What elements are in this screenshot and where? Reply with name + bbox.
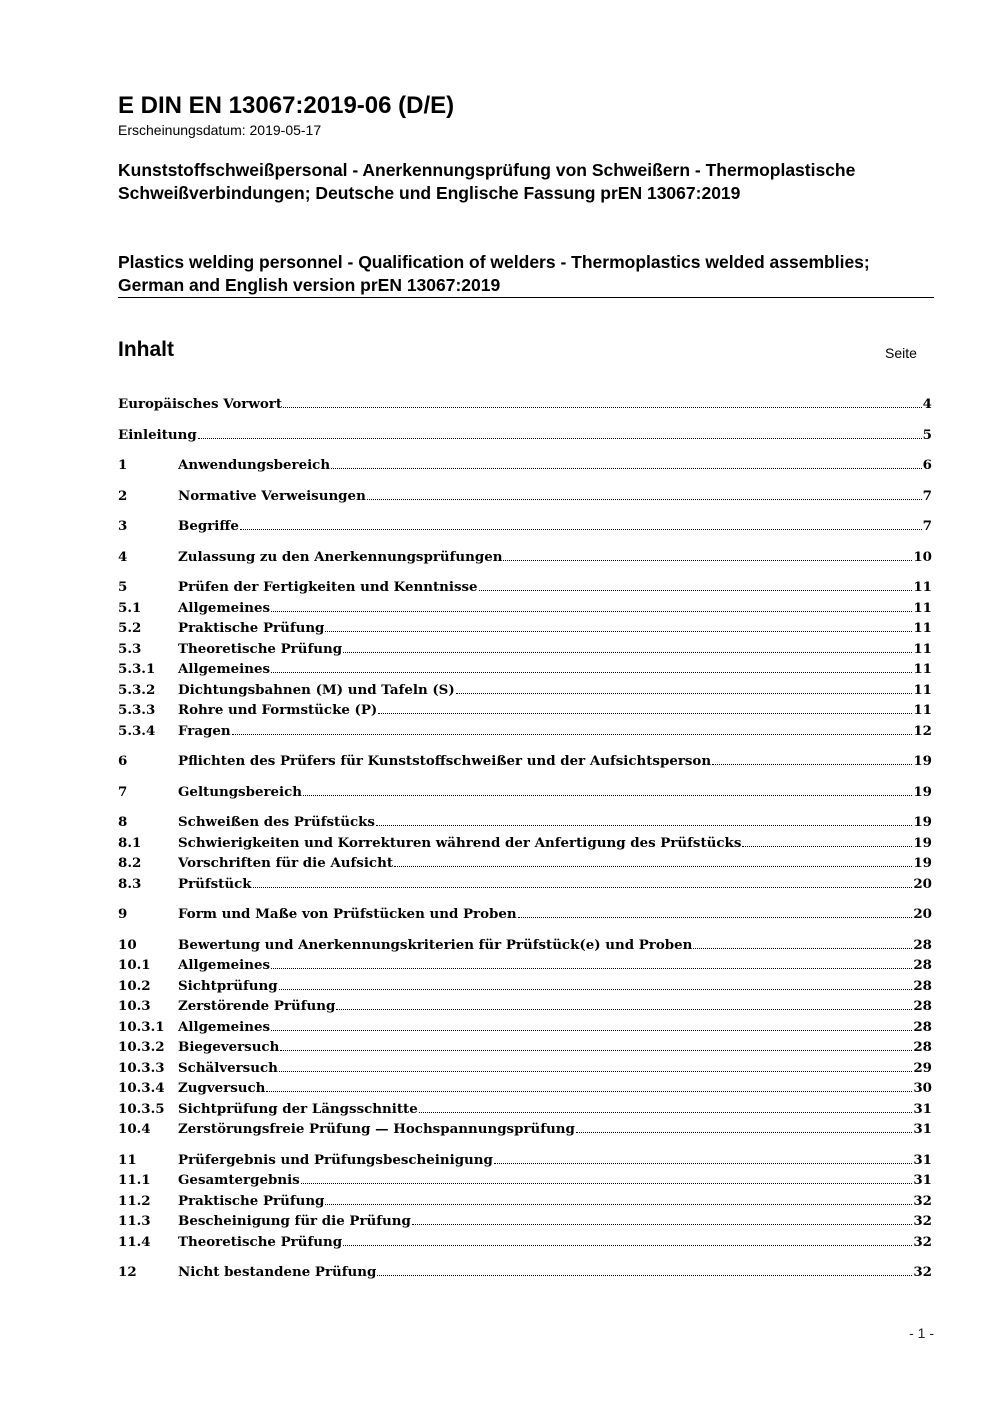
toc-entry[interactable]	[118, 1150, 932, 1171]
toc-entry-page: 32	[913, 1264, 932, 1280]
title-german: Kunststoffschweißpersonal - Anerkennungsprüfung von Schweißern - Thermoplastische Schweißverbindungen; Deutsche und Englische Fassung prEN 13067:2019	[118, 160, 856, 203]
toc-entry[interactable]	[118, 1099, 932, 1120]
toc-entry-page: 11	[913, 640, 932, 657]
toc-dot-leader	[712, 763, 912, 765]
toc-dot-leader	[232, 733, 913, 735]
toc-entry[interactable]	[118, 976, 932, 997]
toc-dot-leader	[343, 1244, 912, 1246]
toc-entry[interactable]	[118, 935, 932, 956]
toc-entry-title: Begriffe	[178, 518, 239, 534]
toc-entry[interactable]	[118, 425, 932, 446]
toc-entry-number: 5.1	[118, 599, 142, 616]
toc-entry-page: 11	[913, 681, 932, 698]
toc-dot-leader	[412, 1223, 913, 1225]
toc-entry[interactable]	[118, 516, 932, 537]
toc-dot-leader	[253, 886, 913, 888]
toc-entry-number: 8.3	[118, 875, 142, 892]
toc-entry[interactable]	[118, 874, 932, 895]
toc-entry-title: Anwendungsbereich	[178, 457, 331, 473]
toc-entry-number: 5.3.2	[118, 681, 156, 698]
page-number: - 1 -	[909, 1325, 934, 1341]
toc-entry[interactable]	[118, 721, 932, 742]
toc-dot-leader	[377, 1274, 912, 1276]
toc-dot-leader	[456, 692, 913, 694]
toc-entry-title: Europäisches Vorwort	[118, 396, 283, 412]
toc-entry-page: 20	[913, 906, 932, 922]
toc-entry-number: 9	[118, 906, 128, 922]
toc-entry-title: Vorschriften für die Aufsicht	[178, 855, 394, 871]
toc-entry-page: 11	[913, 661, 932, 677]
toc-entry-number: 4	[118, 548, 128, 565]
toc-entry-page: 11	[913, 599, 932, 616]
toc-entry-number: 11.2	[118, 1192, 151, 1209]
toc-entry[interactable]	[118, 1078, 932, 1099]
toc-entry-title: Form und Maße von Prüfstücken und Proben	[178, 906, 517, 922]
toc-entry-title: Sichtprüfung der Längsschnitte	[178, 1100, 418, 1117]
toc-entry-title: Praktische Prüfung	[178, 620, 325, 636]
toc-entry-number: 8.1	[118, 834, 142, 851]
toc-entry-title: Fragen	[178, 722, 231, 739]
toc-entry[interactable]	[118, 659, 932, 680]
toc-entry-title: Pflichten des Prüfers für Kunststoffschweißer und der Aufsichtsperson	[178, 753, 712, 769]
toc-entry-page: 32	[913, 1192, 932, 1209]
toc-entry[interactable]	[118, 1037, 932, 1058]
toc-entry[interactable]	[118, 996, 932, 1017]
toc-entry-number: 8	[118, 814, 128, 830]
toc-entry-title: Allgemeines	[178, 1018, 271, 1035]
toc-entry[interactable]	[118, 853, 932, 874]
toc-entry[interactable]	[118, 1058, 932, 1079]
toc-entry-number: 12	[118, 1264, 137, 1280]
toc-dot-leader	[279, 988, 913, 990]
toc-entry-title: Nicht bestandene Prüfung	[178, 1264, 377, 1280]
toc-entry-number: 5.3.4	[118, 722, 156, 739]
toc-entry-page: 11	[913, 579, 932, 595]
toc-dot-leader	[742, 845, 912, 847]
toc-entry[interactable]	[118, 812, 932, 833]
toc-entry-number: 10.1	[118, 957, 151, 973]
toc-dot-leader	[576, 1131, 913, 1133]
toc-entry-number: 10.4	[118, 1121, 151, 1137]
toc-entry-title: Gesamtergebnis	[178, 1172, 300, 1188]
toc-entry-number: 1	[118, 457, 128, 473]
toc-entry-number: 5.2	[118, 620, 142, 636]
toc-entry-title: Einleitung	[118, 426, 197, 443]
toc-entry[interactable]	[118, 1232, 932, 1253]
toc-entry-title: Allgemeines	[178, 599, 271, 616]
toc-entry-title: Bescheinigung für die Prüfung	[178, 1213, 411, 1229]
toc-entry-page: 4	[922, 396, 932, 412]
toc-entry-number: 11.3	[118, 1213, 151, 1229]
toc-page-column-label: Seite	[885, 345, 917, 361]
toc-dot-leader	[280, 1049, 912, 1051]
document-id: E DIN EN 13067:2019-06 (D/E)	[118, 92, 455, 119]
toc-dot-leader	[325, 1203, 912, 1205]
toc-entry-title: Prüfen der Fertigkeiten und Kenntnisse	[178, 579, 478, 595]
toc-entry-title: Schälversuch	[178, 1059, 278, 1076]
toc-entry-title: Zerstörende Prüfung	[178, 998, 336, 1014]
toc-entry-number: 5.3.1	[118, 661, 156, 677]
toc-entry-title: Schweißen des Prüfstücks	[178, 814, 375, 830]
toc-entry-number: 10.3.3	[118, 1059, 165, 1076]
toc-entry[interactable]	[118, 639, 932, 660]
toc-dot-leader	[271, 610, 912, 612]
toc-entry[interactable]	[118, 833, 932, 854]
toc-dot-leader	[376, 824, 912, 826]
toc-entry-number: 11.4	[118, 1233, 151, 1250]
toc-entry-page: 19	[913, 783, 932, 800]
toc-entry-page: 28	[913, 1018, 932, 1035]
toc-entry[interactable]	[118, 577, 932, 598]
toc-entry-page: 7	[922, 518, 932, 534]
toc-dot-leader	[266, 1090, 912, 1092]
toc-entry-page: 11	[913, 620, 932, 636]
toc-entry-title: Allgemeines	[178, 661, 271, 677]
toc-entry-page: 19	[913, 814, 932, 830]
toc-dot-leader	[198, 437, 922, 439]
toc-dot-leader	[336, 1008, 912, 1010]
toc-dot-leader	[283, 406, 922, 408]
toc-entry-title: Praktische Prüfung	[178, 1192, 325, 1209]
toc-entry-page: 30	[913, 1080, 932, 1096]
toc-dot-leader	[271, 1029, 912, 1031]
toc-entry-page: 32	[913, 1213, 932, 1229]
toc-entry-number: 8.2	[118, 855, 142, 871]
toc-entry-page: 11	[913, 702, 932, 718]
toc-entry[interactable]	[118, 1262, 932, 1283]
toc-entry[interactable]	[118, 1017, 932, 1038]
toc-entry-page: 19	[913, 834, 932, 851]
toc-entry-number: 10.3.2	[118, 1039, 165, 1055]
toc-entry-page: 29	[913, 1059, 932, 1076]
toc-entry[interactable]	[118, 782, 932, 803]
toc-entry-number: 2	[118, 487, 128, 504]
toc-entry-title: Theoretische Prüfung	[178, 640, 343, 657]
toc-entry[interactable]	[118, 598, 932, 619]
toc-entry-page: 19	[913, 855, 932, 871]
toc-entry-page: 19	[913, 753, 932, 769]
toc-entry-page: 31	[913, 1151, 932, 1168]
toc-entry-page: 20	[913, 875, 932, 892]
toc-entry-page: 10	[913, 548, 932, 565]
toc-entry-page: 12	[913, 722, 932, 739]
toc-entry[interactable]	[118, 680, 932, 701]
toc-entry-number: 11	[118, 1151, 137, 1168]
toc-dot-leader	[693, 947, 912, 949]
toc-entry[interactable]	[118, 1191, 932, 1212]
toc-entry-page: 28	[913, 936, 932, 953]
toc-dot-leader	[394, 865, 912, 867]
toc-entry-page: 6	[922, 457, 932, 473]
toc-dot-leader	[494, 1162, 912, 1164]
toc-entry[interactable]	[118, 455, 932, 476]
toc-entry-number: 10.3.1	[118, 1018, 165, 1035]
toc-entry[interactable]	[118, 1170, 932, 1191]
toc-entry[interactable]	[118, 1119, 932, 1140]
toc-entry-title: Bewertung und Anerkennungskriterien für Prüfstück(e) und Proben	[178, 936, 693, 953]
toc-entry-number: 10.3.5	[118, 1100, 165, 1117]
toc-entry-page: 5	[922, 426, 932, 443]
table-of-contents	[118, 394, 932, 1283]
toc-entry[interactable]	[118, 904, 932, 925]
toc-entry-title: Prüfergebnis und Prüfungsbescheinigung	[178, 1151, 493, 1168]
toc-entry-number: 11.1	[118, 1172, 151, 1188]
toc-entry[interactable]	[118, 547, 932, 568]
toc-entry[interactable]	[118, 751, 932, 772]
toc-entry-page: 28	[913, 977, 932, 994]
toc-dot-leader	[325, 630, 912, 632]
toc-entry-page: 28	[913, 998, 932, 1014]
toc-entry-title: Theoretische Prüfung	[178, 1233, 343, 1250]
toc-entry-title: Normative Verweisungen	[178, 487, 366, 504]
toc-entry-page: 7	[922, 487, 932, 504]
toc-entry-title: Zugversuch	[178, 1080, 266, 1096]
toc-entry-title: Sichtprüfung	[178, 977, 278, 994]
toc-entry-title: Allgemeines	[178, 957, 271, 973]
toc-entry-number: 10.3.4	[118, 1080, 165, 1096]
toc-dot-leader	[301, 1182, 913, 1184]
toc-entry-number: 6	[118, 753, 128, 769]
toc-dot-leader	[518, 916, 913, 918]
toc-dot-leader	[240, 528, 922, 530]
toc-entry-title: Zerstörungsfreie Prüfung — Hochspannungsprüfung	[178, 1121, 575, 1137]
toc-entry-page: 28	[913, 1039, 932, 1055]
toc-entry-number: 10.3	[118, 998, 151, 1014]
toc-entry[interactable]	[118, 486, 932, 507]
toc-entry-title: Rohre und Formstücke (P)	[178, 702, 378, 718]
toc-dot-leader	[343, 651, 912, 653]
toc-dot-leader	[419, 1111, 913, 1113]
toc-entry-number: 5.3.3	[118, 702, 156, 718]
toc-entry[interactable]	[118, 394, 932, 415]
toc-entry-number: 7	[118, 783, 128, 800]
toc-entry-title: Geltungsbereich	[178, 783, 303, 800]
toc-dot-leader	[279, 1070, 913, 1072]
toc-heading: Inhalt	[118, 338, 174, 361]
toc-dot-leader	[503, 559, 912, 561]
publication-date: Erscheinungsdatum: 2019-05-17	[118, 122, 322, 138]
toc-entry-title: Zulassung zu den Anerkennungsprüfungen	[178, 548, 503, 565]
toc-entry[interactable]	[118, 955, 932, 976]
toc-entry-number: 5.3	[118, 640, 142, 657]
toc-entry-title: Dichtungsbahnen (M) und Tafeln (S)	[178, 681, 455, 698]
toc-entry[interactable]	[118, 700, 932, 721]
toc-dot-leader	[271, 671, 912, 673]
toc-dot-leader	[378, 712, 912, 714]
toc-entry-title: Schwierigkeiten und Korrekturen während der Anfertigung des Prüfstücks	[178, 834, 742, 851]
toc-dot-leader	[271, 967, 912, 969]
toc-entry-page: 32	[913, 1233, 932, 1250]
toc-entry-number: 5	[118, 579, 128, 595]
toc-entry-number: 10.2	[118, 977, 151, 994]
toc-entry-number: 3	[118, 518, 128, 534]
toc-entry-page: 28	[913, 957, 932, 973]
toc-entry-title: Prüfstück	[178, 875, 252, 892]
title-divider	[118, 297, 934, 298]
toc-entry-page: 31	[913, 1172, 932, 1188]
toc-dot-leader	[479, 589, 913, 591]
toc-entry[interactable]	[118, 618, 932, 639]
toc-dot-leader	[367, 498, 922, 500]
toc-dot-leader	[303, 794, 912, 796]
toc-entry-page: 31	[913, 1121, 932, 1137]
toc-entry-title: Biegeversuch	[178, 1039, 280, 1055]
toc-entry-page: 31	[913, 1100, 932, 1117]
title-english: Plastics welding personnel - Qualification of welders - Thermoplastics welded assemblies; German and English version prEN 13067:2019	[118, 252, 870, 295]
toc-entry-number: 10	[118, 936, 137, 953]
toc-dot-leader	[331, 467, 922, 469]
toc-entry[interactable]	[118, 1211, 932, 1232]
